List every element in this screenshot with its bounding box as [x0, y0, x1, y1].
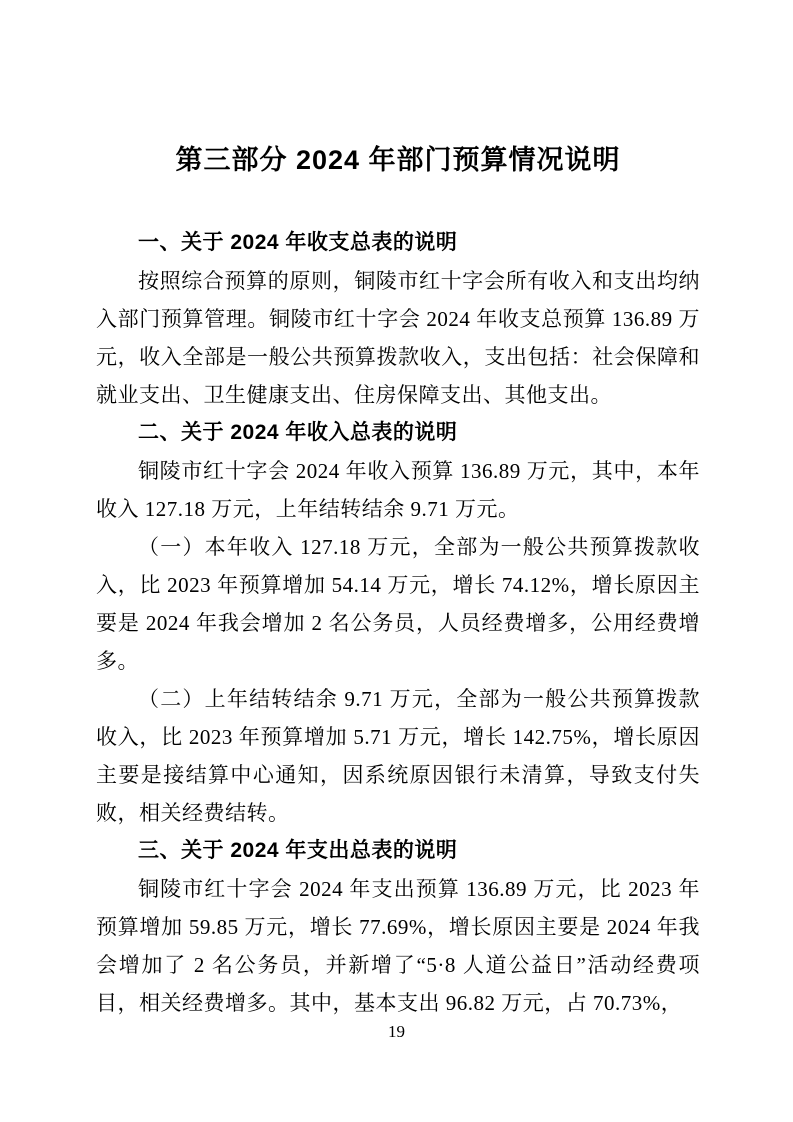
body-paragraph: （二）上年结转结余 9.71 万元，全部为一般公共预算拨款收入，比 2023 年预算增加 5.71 万元，增长 142.75%，增长原因主要是接结算中心通知，因系统原因银行未清算，导致支付失败，相关经费结转。	[96, 687, 700, 825]
body-paragraph: 铜陵市红十字会 2024 年收入预算 136.89 万元，其中，本年收入 127.18 万元，上年结转结余 9.71 万元。	[96, 459, 700, 521]
page-number: 19	[388, 1022, 405, 1041]
document-content	[96, 140, 700, 1022]
body-paragraph: 按照综合预算的原则，铜陵市红十字会所有收入和支出均纳入部门预算管理。铜陵市红十字会 2024 年收支总预算 136.89 万元，收入全部是一般公共预算拨款收入，支出包括：社会保障和就业支出、卫生健康支出、住房保障支出、其他支出。	[96, 269, 700, 407]
body-paragraph: 铜陵市红十字会 2024 年支出预算 136.89 万元，比 2023 年预算增加 59.85 万元，增长 77.69%，增长原因主要是 2024 年我会增加了 2 名公务员，并新增了“5·8 人道公益日”活动经费项目，相关经费增多。其中，基本支出 96.82 万元，占 70.73%，	[96, 877, 700, 1015]
section-heading: 一、关于 2024 年收支总表的说明	[138, 231, 458, 254]
body-paragraph: （一）本年收入 127.18 万元，全部为一般公共预算拨款收入，比 2023 年预算增加 54.14 万元，增长 74.12%，增长原因主要是 2024 年我会增加 2 名公务员，人员经费增多，公用经费增多。	[96, 535, 700, 673]
document-title: 第三部分 2024 年部门预算情况说明	[175, 145, 621, 175]
section-heading: 二、关于 2024 年收入总表的说明	[138, 421, 458, 444]
document-body	[96, 224, 700, 1022]
section-heading: 三、关于 2024 年支出总表的说明	[138, 839, 458, 862]
